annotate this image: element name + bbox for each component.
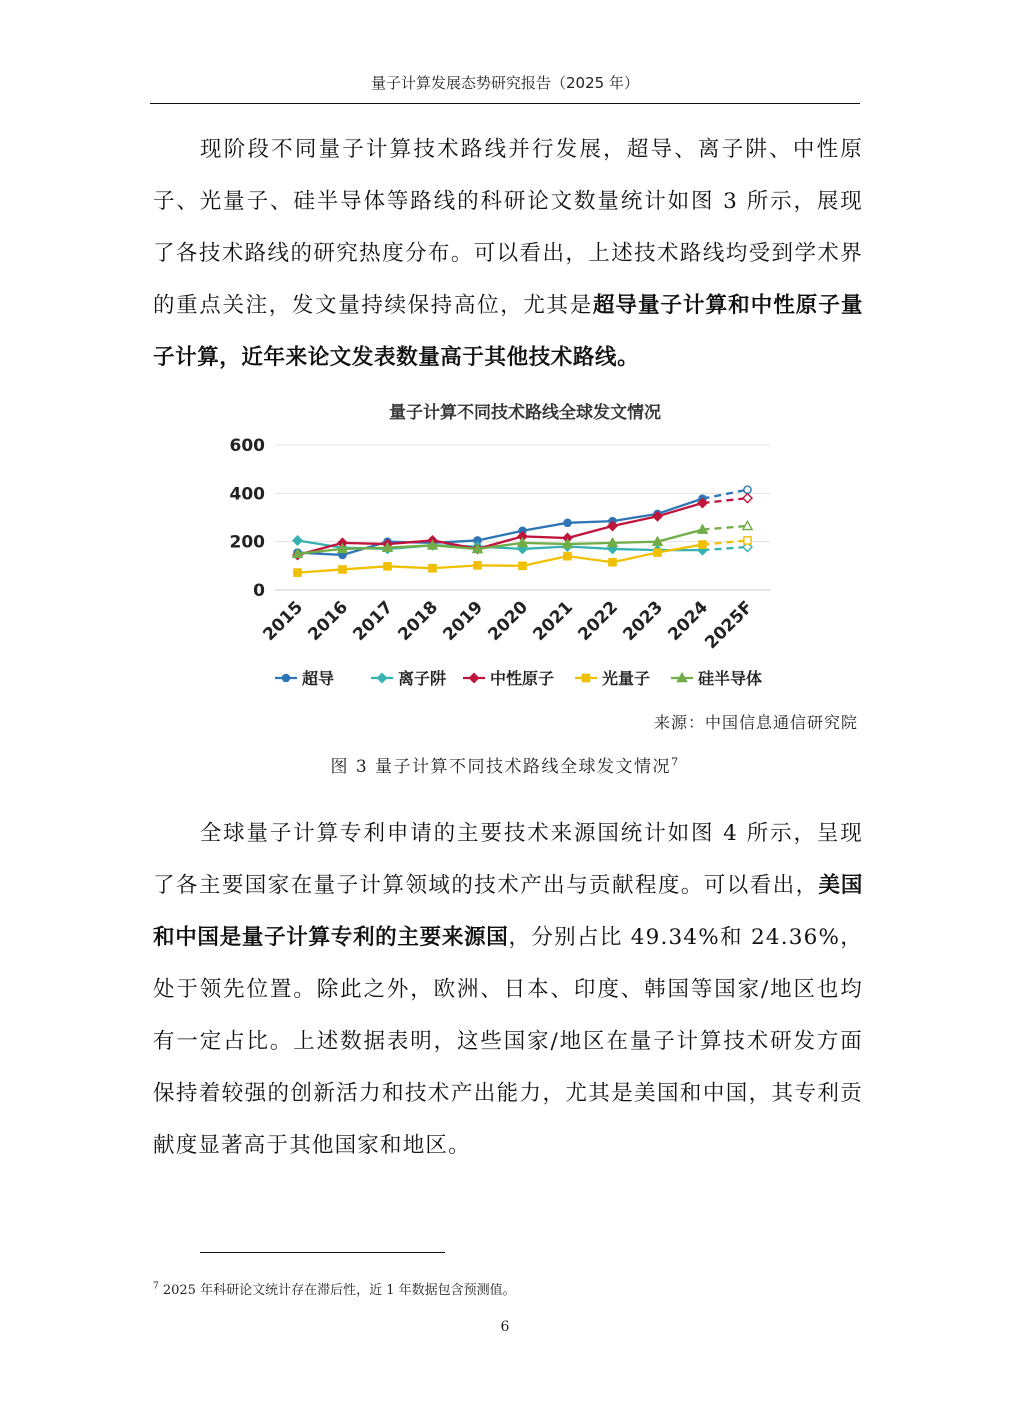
data-point <box>654 549 661 556</box>
series-forecast-line <box>703 490 748 499</box>
y-axis-ticks <box>230 436 266 601</box>
chart-title: 量子计算不同技术路线全球发文情况 <box>389 403 661 423</box>
x-tick-label: 2015 <box>259 597 308 646</box>
data-point <box>519 562 526 569</box>
x-tick-label: 2023 <box>619 597 668 646</box>
figure-caption-note: 7 <box>671 755 680 769</box>
legend-label: 超导 <box>302 669 335 688</box>
x-tick-label: 2019 <box>439 597 488 646</box>
data-point <box>744 537 751 544</box>
running-header: 量子计算发展态势研究报告（2025 年） <box>371 74 639 92</box>
data-point <box>429 565 436 572</box>
footnote <box>153 1279 516 1298</box>
data-point <box>339 566 346 573</box>
x-tick-label: 2021 <box>529 597 578 646</box>
x-tick-label: 2025F <box>701 597 758 654</box>
legend-marker <box>282 674 289 681</box>
figure-caption <box>150 752 860 777</box>
data-point <box>294 569 301 576</box>
paragraph-2-bold: 美国和中国是量子计算专利的主要来源国 <box>153 873 863 950</box>
chart-series <box>293 486 752 576</box>
header-rule <box>150 103 860 104</box>
x-tick-label: 2016 <box>304 597 353 646</box>
series-forecast-line <box>703 540 748 544</box>
data-point <box>384 563 391 570</box>
data-point <box>564 553 571 560</box>
legend-item <box>671 669 762 688</box>
footnote-rule <box>200 1252 445 1253</box>
paragraph-2-text-a: 全球量子计算专利申请的主要技术来源国统计如图 4 所示，呈现了各主要国家在量子计算领域的技术产出与贡献程度。可以看出， <box>153 821 863 898</box>
y-tick-label: 400 <box>229 484 265 505</box>
x-tick-label: 2018 <box>394 597 443 646</box>
figure-source: 来源：中国信息通信研究院 <box>653 713 858 732</box>
y-tick-label: 0 <box>253 581 265 601</box>
legend-item <box>463 669 554 688</box>
chart-legend <box>275 669 762 688</box>
legend-label: 硅半导体 <box>698 669 763 688</box>
legend-marker <box>470 674 479 683</box>
legend-label: 离子阱 <box>398 669 447 688</box>
data-point <box>474 562 481 569</box>
paragraph-1-text: 现阶段不同量子计算技术路线并行发展，超导、离子阱、中性原子、光量子、硅半导体等路线的科研论文数量统计如图 3 所示，展现了各技术路线的研究热度分布。可以看出，上述技术路线均受到学术界的重点关注，发文量持续保持高位，尤其是 <box>153 137 863 318</box>
paragraph-2 <box>153 808 863 1172</box>
legend-item <box>575 669 650 688</box>
legend-marker <box>582 674 589 681</box>
data-point <box>609 559 616 566</box>
series-forecast-line <box>703 547 748 550</box>
x-tick-label: 2017 <box>349 597 398 646</box>
figure-caption-text: 图 3 量子计算不同技术路线全球发文情况 <box>330 757 672 777</box>
y-tick-label: 200 <box>229 532 265 553</box>
paragraph-1-bold: 超导量子计算和中性原子量子计算，近年来论文发表数量高于其他技术路线。 <box>153 293 863 370</box>
legend-label: 光量子 <box>602 669 651 688</box>
legend-item <box>371 669 446 688</box>
data-point <box>744 486 751 493</box>
y-tick-label: 600 <box>229 436 265 456</box>
data-point <box>293 536 302 545</box>
data-point <box>564 519 571 526</box>
footnote-text: 2025 年科研论文统计存在滞后性，近 1 年数据包含预测值。 <box>158 1283 516 1298</box>
legend-label: 中性原子 <box>490 669 555 688</box>
line-chart <box>205 390 805 700</box>
data-point <box>699 541 706 548</box>
x-tick-label: 2022 <box>574 597 623 646</box>
paragraph-2-text-b: ，分别占比 49.34%和 24.36%，处于领先位置。除此之外，欧洲、日本、印度、韩国等国家/地区也均有一定占比。上述数据表明，这些国家/地区在量子计算技术研发方面保持着较强的创新活力和技术产出能力，尤其是美国和中国，其专利贡献度显著高于其他国家和地区。 <box>153 925 864 1158</box>
paragraph-1 <box>153 124 863 384</box>
x-axis-ticks <box>259 597 757 653</box>
data-point <box>743 494 752 503</box>
x-tick-label: 2024 <box>664 597 713 646</box>
series-forecast-line <box>703 498 748 503</box>
series-forecast-line <box>703 526 748 530</box>
x-tick-label: 2020 <box>484 597 533 646</box>
legend-marker <box>378 674 387 683</box>
footnote-mark: 7 <box>153 1281 159 1292</box>
legend-item <box>275 669 334 688</box>
page-number: 6 <box>500 1319 510 1335</box>
